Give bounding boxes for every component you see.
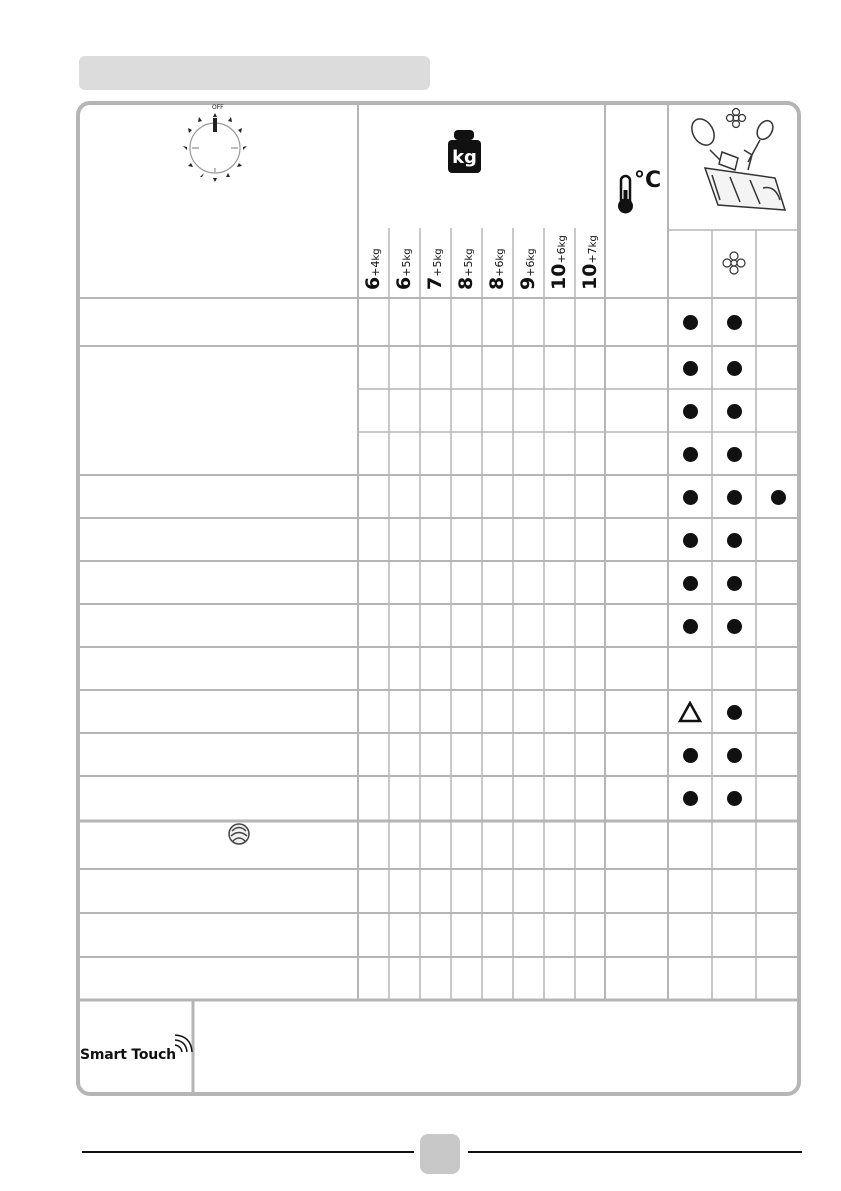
detergent-dot-mark <box>683 404 698 419</box>
detergent-dot-mark <box>683 361 698 376</box>
detergent-dot-mark <box>727 533 742 548</box>
detergent-dot-mark <box>727 576 742 591</box>
capacity-column-header: 7+5kg <box>424 248 446 290</box>
capacity-column-header: 8+6kg <box>486 248 508 290</box>
capacity-column-header: 10+7kg <box>579 235 601 290</box>
detergent-dot-mark <box>727 619 742 634</box>
capacity-column-header: 10+6kg <box>548 235 570 290</box>
detergent-dot-mark <box>683 447 698 462</box>
detergent-dot-mark <box>771 490 786 505</box>
weight-icon-text: kg <box>452 147 477 168</box>
detergent-dot-mark <box>727 315 742 330</box>
detergent-dot-mark <box>727 490 742 505</box>
temperature-unit: °C <box>634 168 662 193</box>
detergent-dot-mark <box>727 361 742 376</box>
capacity-column-header: 6+4kg <box>362 248 384 290</box>
capacity-column-header: 6+5kg <box>393 248 415 290</box>
detergent-dot-mark <box>683 791 698 806</box>
detergent-dot-mark <box>683 533 698 548</box>
footer-rule-right <box>468 1151 802 1153</box>
detergent-dot-mark <box>727 748 742 763</box>
detergent-dot-mark <box>683 576 698 591</box>
detergent-dot-mark <box>683 315 698 330</box>
detergent-dot-mark <box>683 748 698 763</box>
detergent-dot-mark <box>727 791 742 806</box>
detergent-dot-mark <box>727 447 742 462</box>
detergent-dot-mark <box>683 619 698 634</box>
triangle-mark <box>678 701 702 723</box>
smart-touch-label: Smart Touch <box>80 1047 176 1063</box>
footer-rule-left <box>82 1151 414 1153</box>
dial-off-label: OFF <box>212 104 224 111</box>
detergent-dot-mark <box>727 404 742 419</box>
capacity-column-header: 9+6kg <box>517 248 539 290</box>
detergent-dot-mark <box>683 490 698 505</box>
page-number-box <box>420 1134 460 1174</box>
capacity-column-header: 8+5kg <box>455 248 477 290</box>
detergent-dot-mark <box>727 705 742 720</box>
